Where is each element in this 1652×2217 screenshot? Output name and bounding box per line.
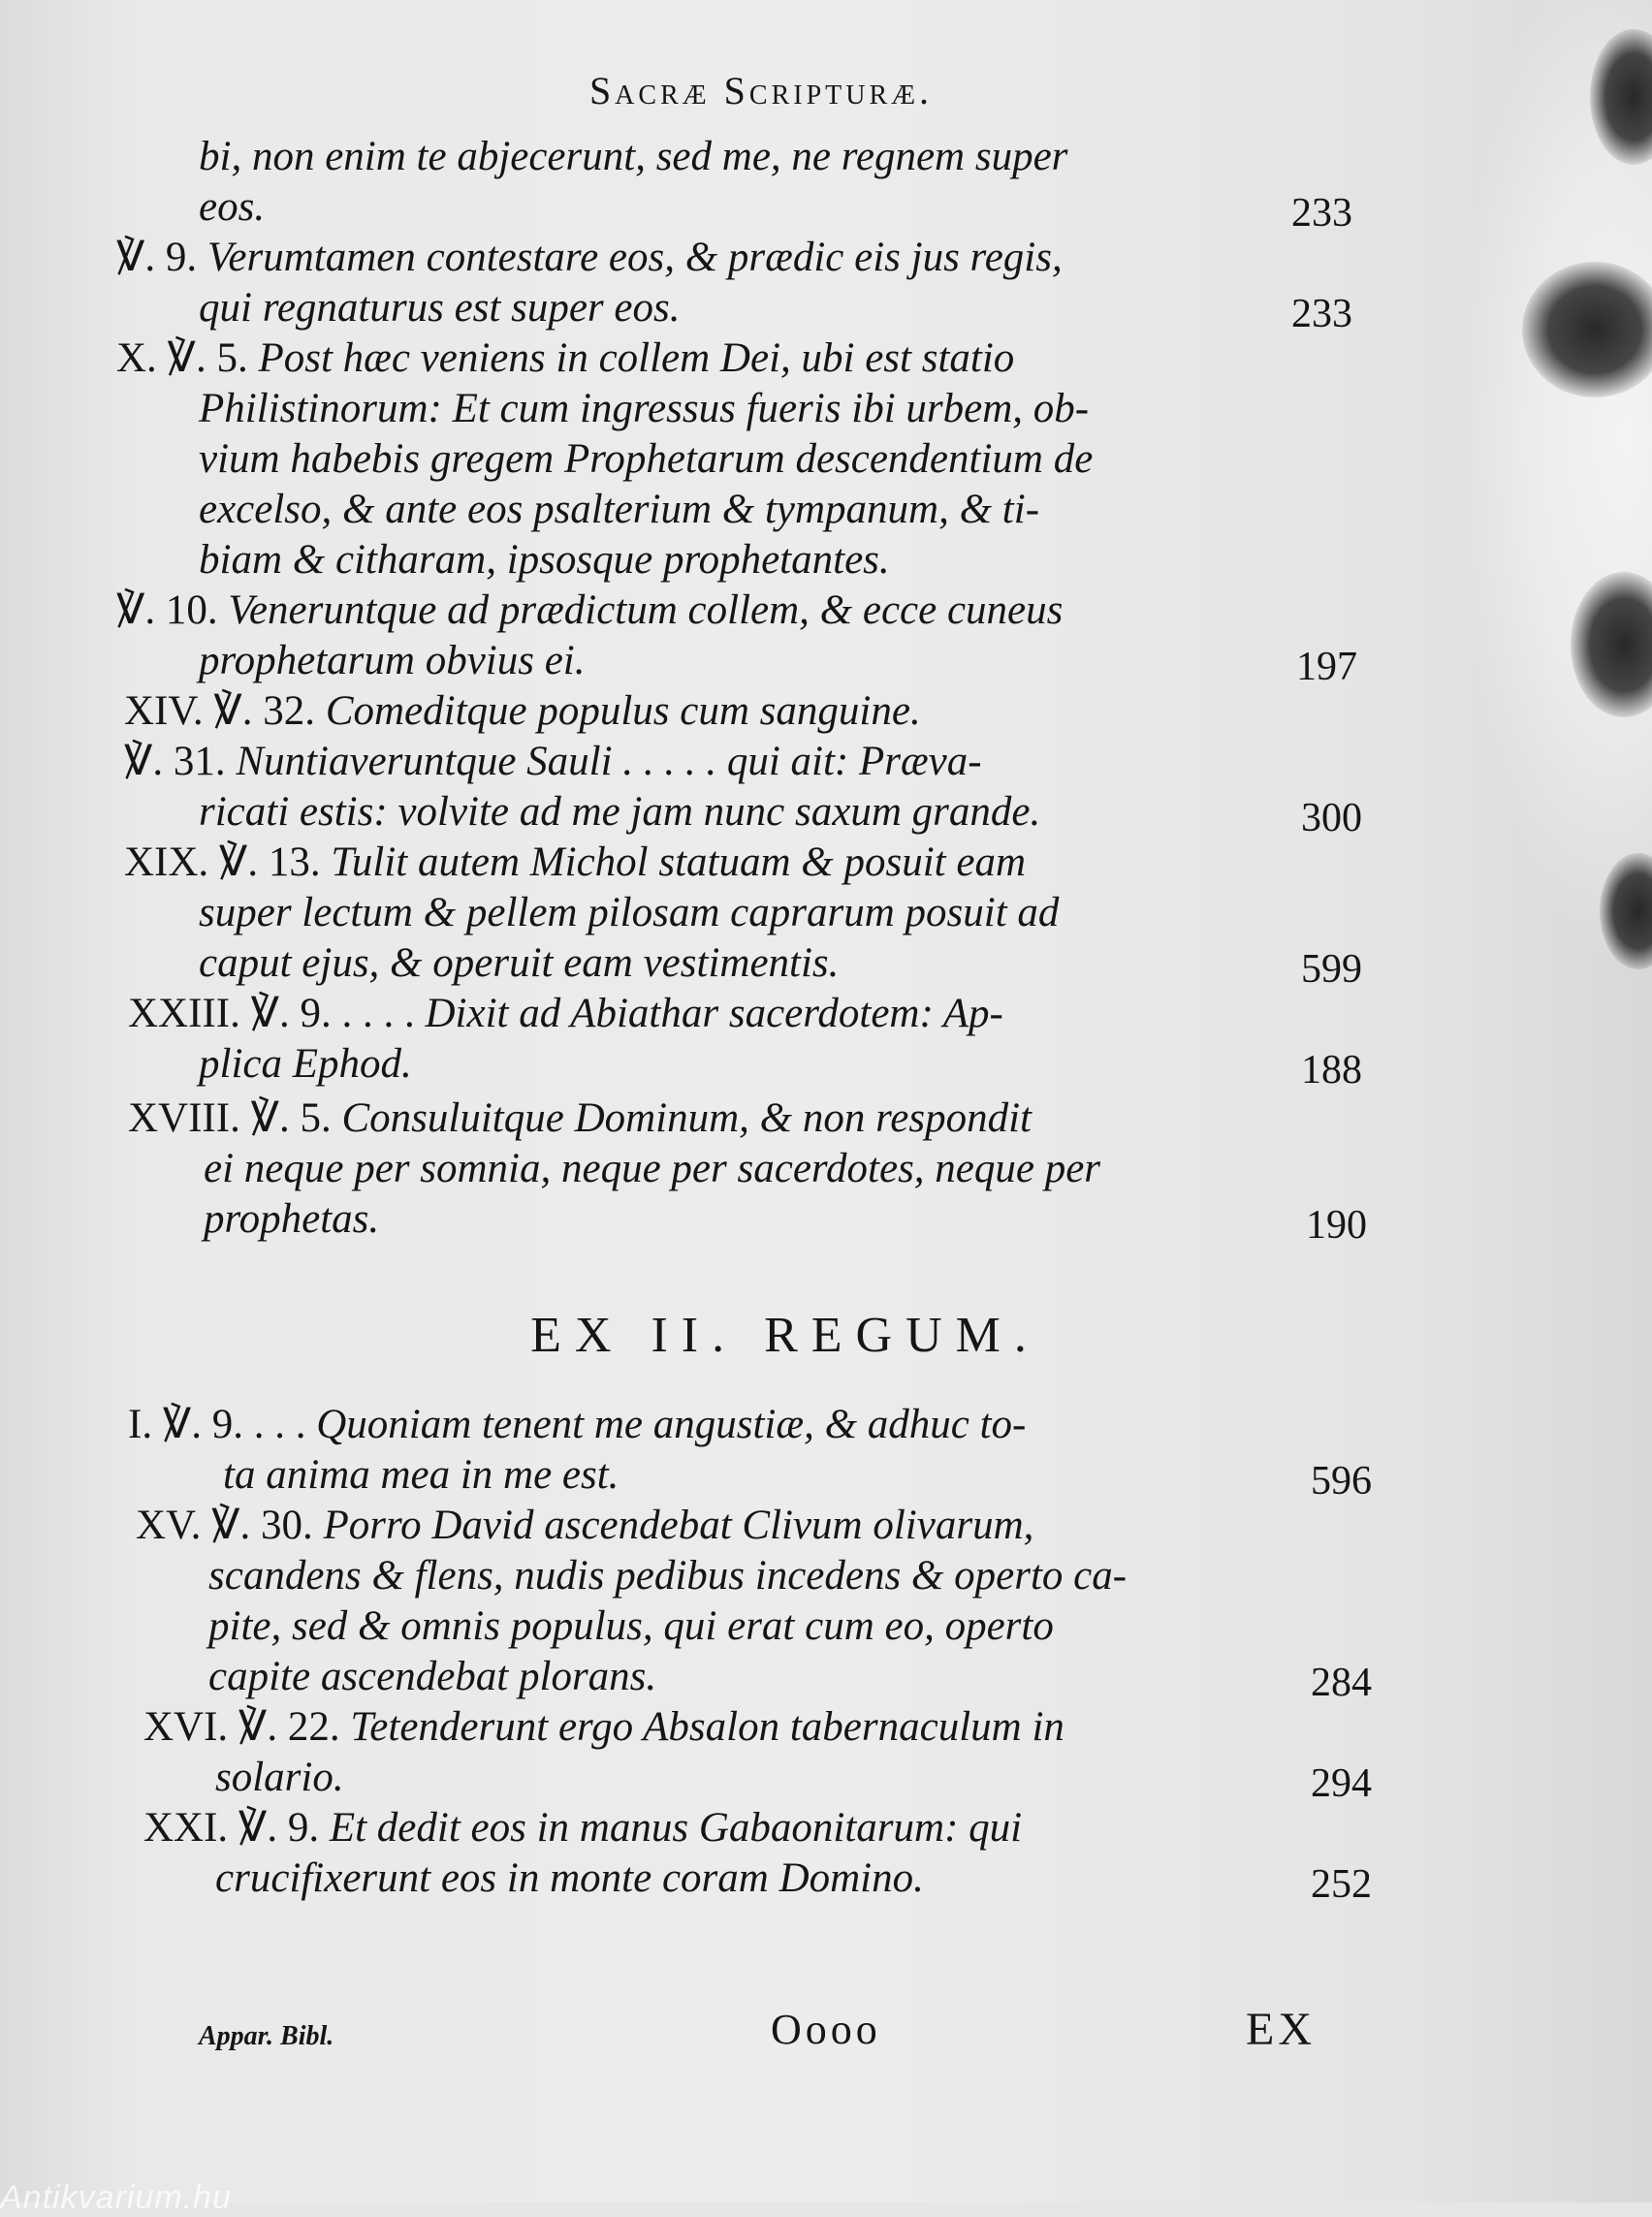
page-reference: 596 (1311, 1459, 1372, 1504)
entry-line: biam & citharam, ipsosque prophetantes. (199, 537, 890, 583)
entry-line: XVI. ℣. 22. Tetenderunt ergo Absalon tabernaculum in (143, 1704, 1064, 1750)
entry-line: ℣. 10. Veneruntque ad prædictum collem, & ecce cuneus (116, 587, 1064, 633)
entry-line: pite, sed & omnis populus, qui erat cum eo, operto (208, 1603, 1054, 1649)
footer-signature: Appar. Bibl. (199, 2021, 334, 2051)
entry-line: capite ascendebat plorans. (208, 1654, 657, 1699)
page-reference: 300 (1301, 796, 1362, 840)
entry-line: plica Ephod. (199, 1041, 412, 1087)
section-title: EX II. REGUM. (530, 1308, 1040, 1363)
entry-line: eos. (199, 184, 266, 230)
page-reference: 188 (1301, 1048, 1362, 1093)
entry-line: ricati estis: volvite ad me jam nunc saxum grande. (199, 789, 1041, 835)
entry-line: qui regnaturus est super eos. (199, 285, 681, 331)
entry-line: vium habebis gregem Prophetarum descendentium de (199, 436, 1094, 482)
entry-line: XXIII. ℣. 9. . . . . Dixit ad Abiathar sacerdotem: Ap- (128, 991, 1003, 1036)
entry-line: XIV. ℣. 32. Comeditque populus cum sanguine. (124, 688, 921, 734)
entry-line: bi, non enim te abjecerunt, sed me, ne regnem super (199, 134, 1068, 179)
entry-line: I. ℣. 9. . . . Quoniam tenent me angustiæ, & adhuc to- (128, 1402, 1027, 1447)
footer-catchword: EX (1246, 2004, 1316, 2055)
entry-line: prophetas. (204, 1196, 380, 1242)
entry-line: super lectum & pellem pilosam caprarum posuit ad (199, 890, 1060, 935)
entry-line: ei neque per somnia, neque per sacerdotes, neque per (204, 1146, 1101, 1191)
entry-line: XIX. ℣. 13. Tulit autem Michol statuam & posuit eam (124, 839, 1027, 885)
entry-line: Philistinorum: Et cum ingressus fueris ibi urbem, ob- (199, 386, 1090, 431)
page-reference: 190 (1306, 1203, 1367, 1248)
entry-line: XXI. ℣. 9. Et dedit eos in manus Gabaonitarum: qui (143, 1805, 1023, 1851)
page-reference: 233 (1291, 292, 1352, 336)
entry-line: XVIII. ℣. 5. Consuluitque Dominum, & non respondit (128, 1095, 1032, 1141)
footer-gathering-mark: Oooo (771, 2006, 881, 2053)
entry-line: ta anima mea in me est. (223, 1452, 620, 1498)
watermark: Antikvarium.hu (0, 2179, 232, 2216)
entry-line: prophetarum obvius ei. (199, 638, 586, 683)
entry-line: X. ℣. 5. Post hæc veniens in collem Dei, ubi est statio (116, 335, 1015, 381)
page-reference: 599 (1301, 947, 1362, 992)
page-reference: 252 (1311, 1862, 1372, 1907)
page-reference: 197 (1296, 645, 1357, 689)
entry-line: solario. (215, 1755, 344, 1800)
page-reference: 284 (1311, 1661, 1372, 1705)
entry-line: XV. ℣. 30. Porro David ascendebat Clivum olivarum, (136, 1503, 1034, 1548)
page-reference: 233 (1291, 191, 1352, 236)
entry-line: crucifixerunt eos in monte coram Domino. (215, 1855, 924, 1901)
entry-line: scandens & flens, nudis pedibus incedens & operto ca- (208, 1553, 1128, 1599)
entry-line: ℣. 9. Verumtamen contestare eos, & prædic eis jus regis, (116, 235, 1063, 280)
entry-line: excelso, & ante eos psalterium & tympanum, & ti- (199, 487, 1040, 532)
entry-line: caput ejus, & operuit eam vestimentis. (199, 940, 840, 986)
entry-line: ℣. 31. Nuntiaveruntque Sauli . . . . . qui ait: Præva- (124, 739, 982, 784)
running-head: Sacræ Scripturæ. (588, 69, 934, 112)
page-reference: 294 (1311, 1761, 1372, 1806)
